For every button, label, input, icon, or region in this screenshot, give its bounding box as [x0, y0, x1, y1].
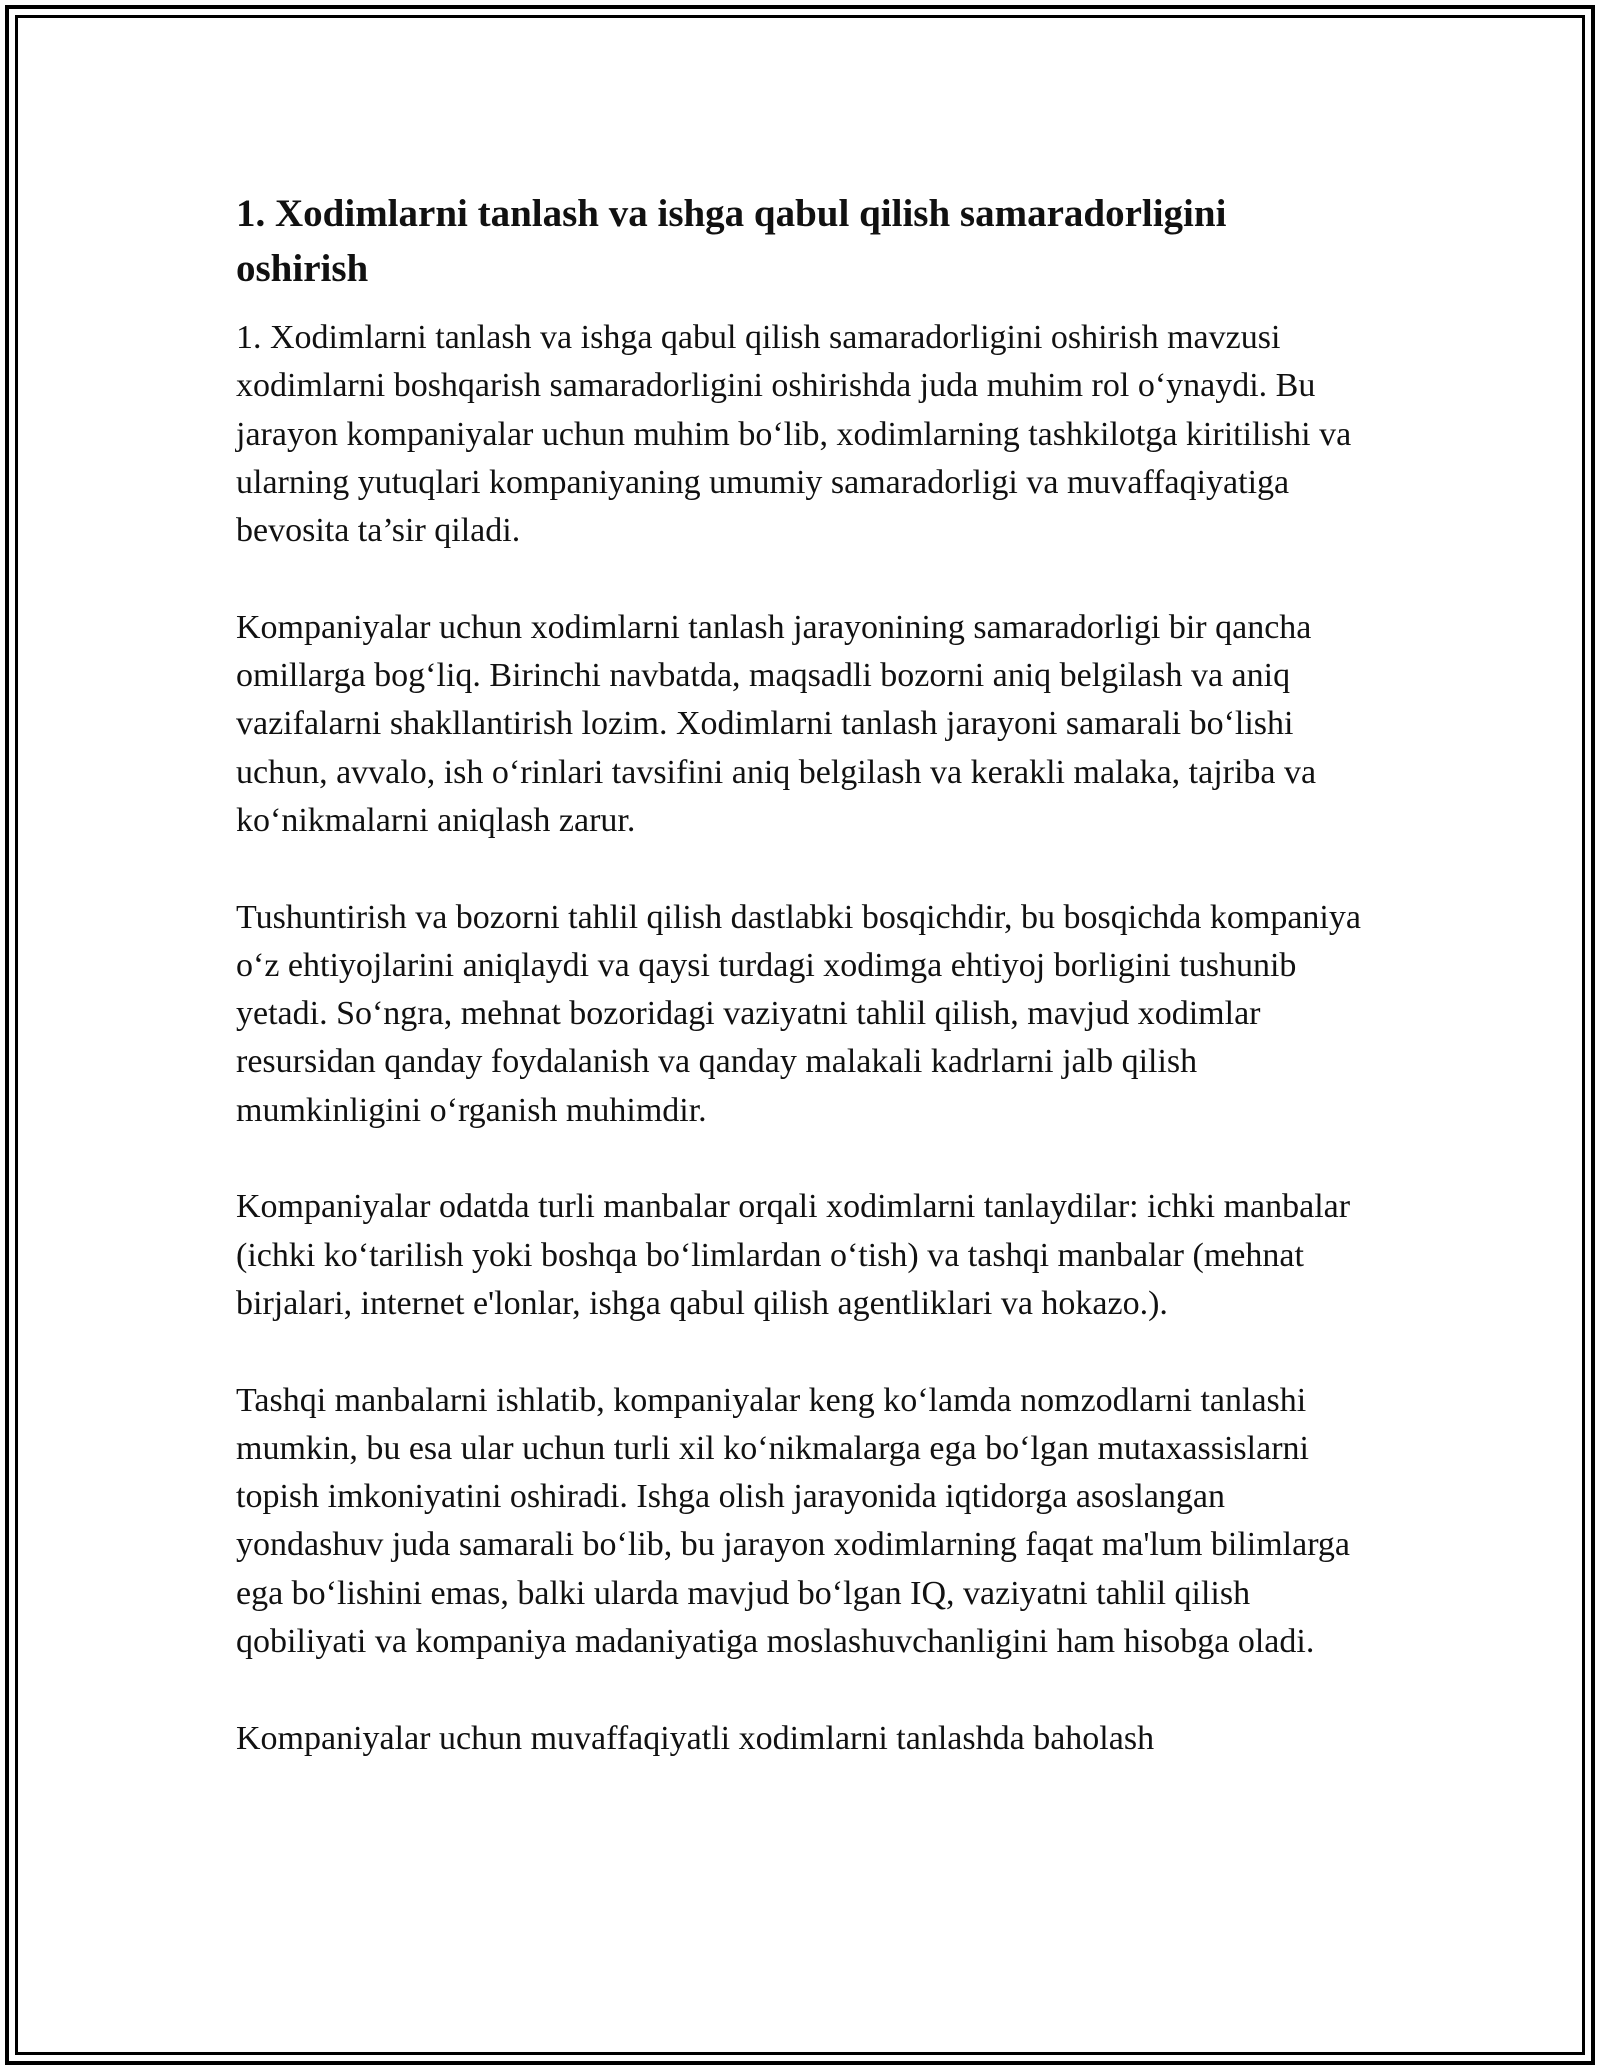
paragraph-evaluation: Kompaniyalar uchun muvaffaqiyatli xodimlarni tanlashda baholash — [236, 1719, 1155, 1757]
paragraph-market-analysis: Tushuntirish va bozorni tahlil qilish dastlabki bosqichdir, bu bosqichda kompaniya o‘z ehtiyojlarini aniqlaydi va qaysi turdagi xodimga ehtiyoj borligini tushunib yetadi. So‘ngra, mehnat bozoridagi vaziyatni tahlil qilish, mavjud xodimlar resursidan qanday foydalanish va qanday malakali kadrlarni jalb qilish mumkinligini o‘rganish muhimdir. — [236, 898, 1361, 1129]
paragraph-factors: Kompaniyalar uchun xodimlarni tanlash jarayonining samaradorligi bir qancha omillarga bog‘liq. Birinchi navbatda, maqsadli bozorni aniq belgilash va aniq vazifalarni shakllantirish lozim. Xodimlarni tanlash jarayoni samarali bo‘lishi uchun, avvalo, ish o‘rinlari tavsifini aniq belgilash va kerakli malaka, tajriba va ko‘nikmalarni aniqlash zarur. — [236, 608, 1317, 839]
document-body — [236, 186, 1366, 1763]
section-heading: 1. Xodimlarni tanlash va ishga qabul qilish samaradorligini oshirish — [236, 192, 1227, 290]
paragraph-sources: Kompaniyalar odatda turli manbalar orqali xodimlarni tanlaydilar: ichki manbalar (ichki ko‘tarilish yoki boshqa bo‘limlardan o‘tish) va tashqi manbalar (mehnat birjalari, internet e'lonlar, ishga qabul qilish agentliklari va hokazo.). — [236, 1188, 1351, 1322]
paragraph-intro: 1. Xodimlarni tanlash va ishga qabul qilish samaradorligini oshirish mavzusi xodimlarni boshqarish samaradorligini oshirishda juda muhim rol o‘ynaydi. Bu jarayon kompaniyalar uchun muhim bo‘lib, xodimlarning tashkilotga kiritilishi va ularning yutuqlari kompaniyaning umumiy samaradorligi va muvaffaqiyatiga bevosita ta’sir qiladi. — [236, 319, 1352, 550]
paragraph-external-sources: Tashqi manbalarni ishlatib, kompaniyalar keng ko‘lamda nomzodlarni tanlashi mumkin, bu esa ular uchun turli xil ko‘nikmalarga ega bo‘lgan mutaxassislarni topish imkoniyatini oshiradi. Ishga olish jarayonida iqtidorga asoslangan yondashuv juda samarali bo‘lib, bu jarayon xodimlarning faqat ma'lum bilimlarga ega bo‘lishini emas, balki ularda mavjud bo‘lgan IQ, vaziyatni tahlil qilish qobiliyati va kompaniya madaniyatiga moslashuvchanligini ham hisobga oladi. — [236, 1381, 1351, 1661]
